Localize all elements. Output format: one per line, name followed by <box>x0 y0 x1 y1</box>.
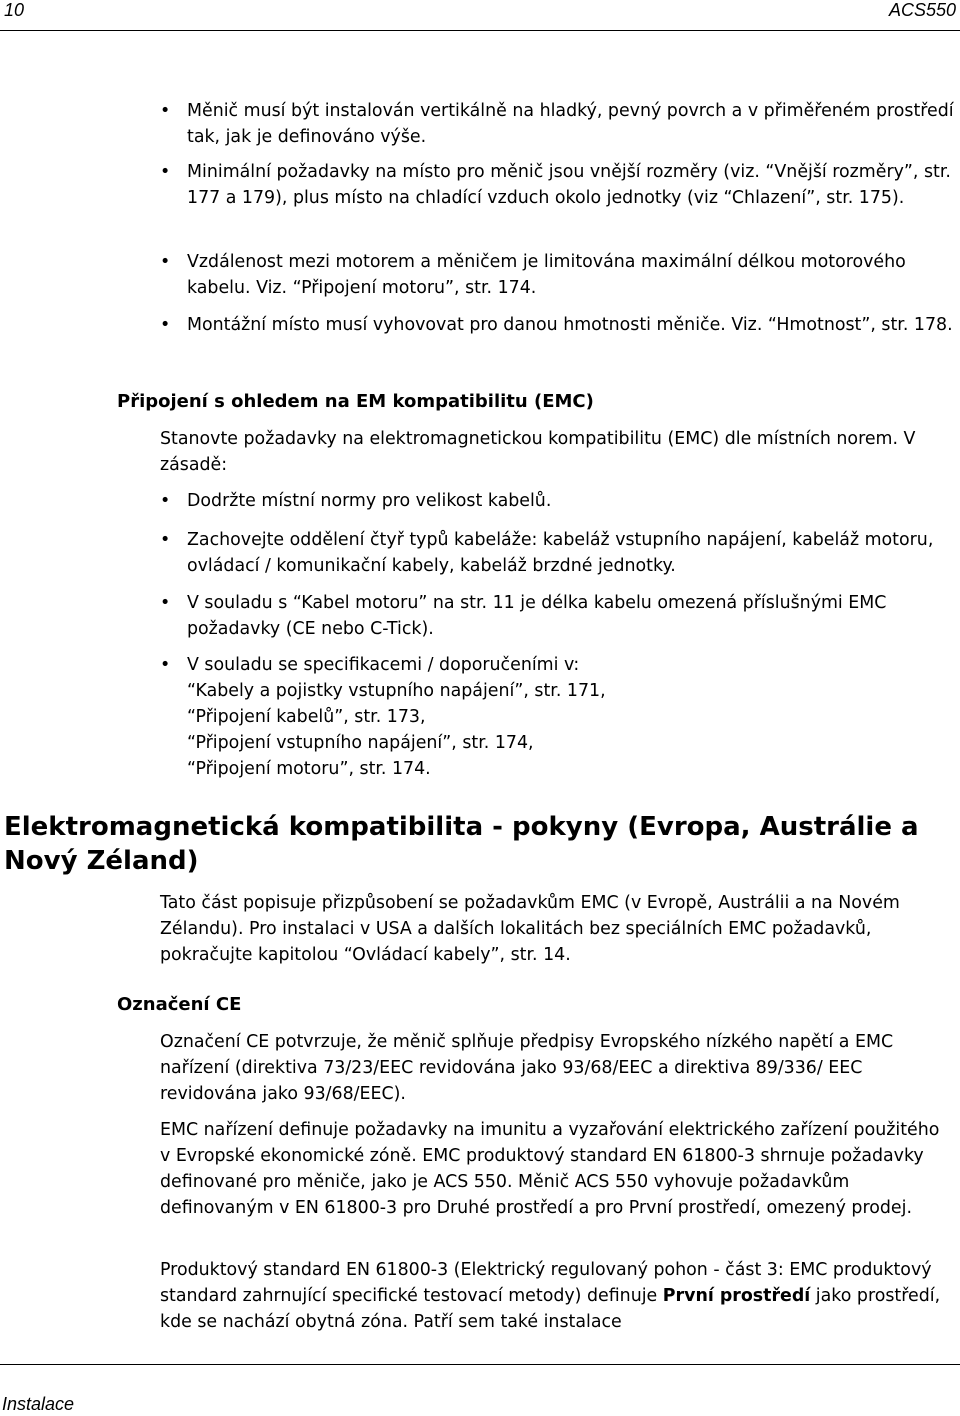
list-item-text: Měnič musí být instalován vertikálně na hladký, pevný povrch a v přiměřeném prostředí tak, jak je definováno výše. <box>187 101 954 147</box>
emc-intro-paragraph: Stanovte požadavky na elektromagnetickou kompatibilitu (EMC) dle místních norem. V zásadě: <box>160 429 916 475</box>
bullet-icon: • <box>160 315 171 335</box>
header-divider <box>0 30 960 31</box>
document-title: ACS550 <box>888 0 956 20</box>
section-heading-ce: Označení CE <box>117 994 242 1015</box>
bullet-icon: • <box>160 101 171 121</box>
bullet-icon: • <box>160 162 171 182</box>
reference-list <box>187 652 957 782</box>
bullet-icon: • <box>160 491 171 511</box>
list-item-text: Zachovejte oddělení čtyř typů kabeláže: kabeláž vstupního napájení, kabeláž motoru, ovládací / komunikační kabely, kabeláž brzdné jednotky. <box>187 530 934 576</box>
reference-item: “Kabely a pojistky vstupního napájení”, str. 171, <box>187 681 606 701</box>
ce-paragraph-2: EMC nařízení definuje požadavky na imunitu a vyzařování elektrického zařízení použitého v Evropské ekonomické zóně. EMC produktový standard EN 61800-3 shrnuje požadavky definované pro měniče, jako je ACS 550. Měnič ACS 550 vyhovuje požadavkům definovaným v EN 61800-3 pro Druhé prostředí a pro První prostředí, omezený prodej. <box>160 1120 940 1218</box>
ce-paragraph-3 <box>160 1257 945 1335</box>
list-item-text: Dodržte místní normy pro velikost kabelů. <box>187 491 552 511</box>
list-item-text: V souladu s “Kabel motoru” na str. 11 je délka kabelu omezená příslušnými EMC požadavky (CE nebo C-Tick). <box>187 593 887 639</box>
reference-item: “Připojení kabelů”, str. 173, <box>187 707 426 727</box>
page-header <box>0 0 960 24</box>
bullet-icon: • <box>160 530 171 550</box>
footer-section-label: Instalace <box>2 1394 75 1414</box>
bullet-icon: • <box>160 655 171 675</box>
list-item-text: Vzdálenost mezi motorem a měničem je limitována maximální délkou motorového kabelu. Viz. “Připojení motoru”, str. 174. <box>187 252 906 298</box>
list-item-text: Montážní místo musí vyhovovat pro danou hmotnosti měniče. Viz. “Hmotnost”, str. 178. <box>187 315 953 335</box>
reference-intro: V souladu se specifikacemi / doporučeními v: <box>187 655 580 675</box>
reference-item: “Připojení vstupního napájení”, str. 174, <box>187 733 534 753</box>
ce-paragraph-3-start: Produktový standard EN 61800-3 (Elektrický regulovaný pohon - část 3: EMC produktový standard zahrnující specifické testovací metody) definuje <box>160 1260 932 1306</box>
main-section-intro: Tato část popisuje přizpůsobení se požadavkům EMC (v Evropě, Austrálii a na Novém Zélandu). Pro instalaci v USA a dalších lokalitách bez speciálních EMC požadavků, pokračujte kapitolou “Ovládací kabely”, str. 14. <box>160 893 900 965</box>
ce-paragraph-3-end: jako prostředí, kde se nachází obytná zóna. Patří sem také instalace <box>160 1286 941 1332</box>
footer-divider <box>0 1364 960 1365</box>
main-section-title: Elektromagnetická kompatibilita - pokyny (Evropa, Austrálie a Nový Zéland) <box>4 812 919 876</box>
bullet-icon: • <box>160 593 171 613</box>
section-heading-emc-connection: Připojení s ohledem na EM kompatibilitu (EMC) <box>117 391 594 412</box>
list-item-text: Minimální požadavky na místo pro měnič jsou vnější rozměry (viz. “Vnější rozměry”, str. 177 a 179), plus místo na chladící vzduch okolo jednotky (viz “Chlazení”, str. 175). <box>187 162 951 208</box>
reference-item: “Připojení motoru”, str. 174. <box>187 759 431 779</box>
page-number: 10 <box>4 0 25 20</box>
bullet-icon: • <box>160 252 171 272</box>
ce-paragraph-1: Označení CE potvrzuje, že měnič splňuje předpisy Evropského nízkého napětí a EMC nařízení (direktiva 73/23/EEC revidována jako 93/68/EEC a direktiva 89/336/ EEC revidována jako 93/68/EEC). <box>160 1032 894 1104</box>
ce-paragraph-3-bold: První prostředí <box>662 1286 811 1306</box>
